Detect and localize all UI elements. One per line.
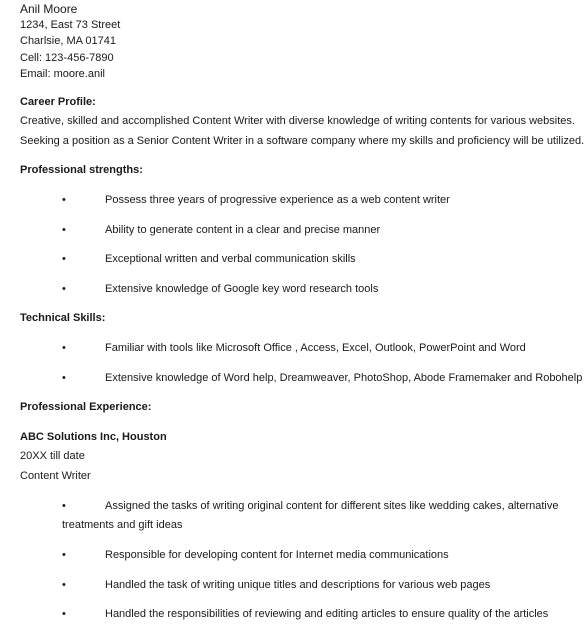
list-item: Responsible for developing content for Internet media communications	[105, 549, 449, 561]
bullet: •	[62, 549, 66, 561]
bullet: •	[62, 253, 66, 265]
company-name: ABC Solutions Inc, Houston	[20, 431, 167, 443]
address-line-2: Charlsie, MA 01741	[20, 35, 116, 47]
applicant-name: Anil Moore	[20, 2, 78, 16]
list-item: Ability to generate content in a clear and precise manner	[105, 224, 381, 236]
strengths-heading: Professional strengths:	[20, 164, 143, 176]
bullet: •	[62, 283, 66, 295]
job-title: Content Writer	[20, 470, 91, 482]
career-profile-line-1: Creative, skilled and accomplished Content Writer with diverse knowledge of writing contents for various websites.	[20, 115, 575, 127]
list-item: Exceptional written and verbal communication skills	[105, 253, 356, 265]
bullet: •	[62, 579, 66, 591]
technical-skills-heading: Technical Skills:	[20, 312, 106, 324]
address-line-1: 1234, East 73 Street	[20, 19, 121, 31]
list-item: Handled the responsibilities of reviewing and editing articles to ensure quality of the articles	[105, 608, 549, 620]
bullet: •	[62, 372, 66, 384]
list-item: Handled the task of writing unique titles and descriptions for various web pages	[105, 579, 491, 591]
bullet: •	[62, 194, 66, 206]
bullet: •	[62, 608, 66, 620]
bullet: •	[62, 500, 66, 512]
employment-period: 20XX till date	[20, 450, 85, 462]
list-item: Familiar with tools like Microsoft Office , Access, Excel, Outlook, PowerPoint and Word	[105, 342, 526, 354]
list-item: Possess three years of progressive experience as a web content writer	[105, 194, 450, 206]
list-item-continuation: treatments and gift ideas	[62, 519, 183, 531]
list-item: Assigned the tasks of writing original content for different sites like wedding cakes, alternative	[105, 500, 559, 512]
cell-phone: Cell: 123-456-7890	[20, 52, 114, 64]
experience-heading: Professional Experience:	[20, 401, 152, 413]
bullet: •	[62, 224, 66, 236]
career-profile-heading: Career Profile:	[20, 96, 96, 108]
list-item: Extensive knowledge of Google key word research tools	[105, 283, 379, 295]
bullet: •	[62, 342, 66, 354]
email: Email: moore.anil	[20, 68, 105, 80]
career-profile-line-2: Seeking a position as a Senior Content Writer in a software company where my skills and proficiency will be utilized.	[20, 135, 585, 147]
list-item: Extensive knowledge of Word help, Dreamweaver, PhotoShop, Abode Framemaker and Robohelp	[105, 372, 583, 384]
